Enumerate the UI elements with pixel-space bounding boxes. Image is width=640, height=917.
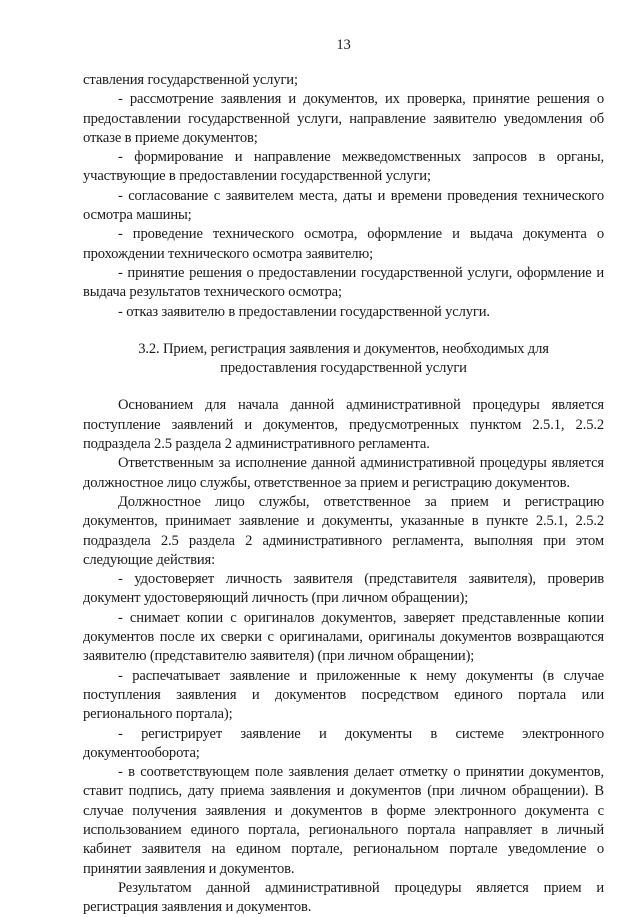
body-paragraph: Основанием для начала данной административной процедуры является поступление заявлений и документов, предусмотренных пунктом 2.5.1, 2.5.2 подраздела 2.5 раздела 2 административного регламента. (83, 397, 604, 453)
body-paragraph: Ответственным за исполнение данной административной процедуры является должностное лицо службы, ответственное за прием и регистрацию документов. (83, 455, 604, 491)
body-paragraph: Результатом данной административной процедуры является прием и регистрация заявления и документов. (83, 879, 604, 916)
list-item: - удостоверяет личность заявителя (представителя заявителя), проверив документ удостоверяющий личность (при личном обращении); (83, 571, 604, 607)
document-page (83, 36, 604, 917)
list-item-continuation: ставления государственной услуги; (83, 72, 298, 88)
list-item: - рассмотрение заявления и документов, их проверка, принятие решения о предоставлении государственной услуги, направление заявителю уведомления об отказе в приеме документов; (83, 91, 604, 146)
list-item: - принятие решения о предоставлении государственной услуги, оформление и выдача результатов технического осмотра; (83, 264, 604, 301)
list-item: - согласование с заявителем места, даты и времени проведения технического осмотра машины; (83, 187, 604, 224)
list-item: - формирование и направление межведомственных запросов в органы, участвующие в предоставлении государственной услуги; (83, 149, 604, 185)
list-item: - снимает копии с оригиналов документов, заверяет представленные копии документов после их сверки с оригиналами, оригиналы документов возвращаются заявителю (представителю заявителя) (при личном обращении); (83, 609, 604, 665)
page-number: 13 (336, 37, 351, 53)
list-item: - отказ заявителю в предоставлении государственной услуги. (118, 303, 490, 320)
list-item: - регистрирует заявление и документы в системе электронного документооборота; (83, 725, 604, 761)
body-paragraph: Должностное лицо службы, ответственное за прием и регистрацию документов, принимает заявление и документы, указанные в пункте 2.5.1, 2.5.2 подраздела 2.5 раздела 2 административного регламента, выполняя при этом следующие действия: (83, 493, 604, 568)
section-heading: 3.2. Прием, регистрация заявления и документов, необходимых для предоставления государственной услуги (138, 340, 549, 377)
list-item: - проведение технического осмотра, оформление и выдача документа о прохождении технического осмотра заявителю; (83, 226, 604, 262)
action-list (83, 71, 604, 322)
list-item: - распечатывает заявление и приложенные к нему документы (в случае поступления заявления и документов посредством единого портала или регионального портала); (83, 667, 604, 723)
section-body (83, 396, 604, 917)
list-item: - в соответствующем поле заявления делает отметку о принятии документов, ставит подпись, дату приема заявления и документов (при личном обращении). В случае получения заявления и документов в форме электронного документа с использованием единого портала, регионального портала направляет в личный кабинет заявителя на едином портале, региональном портале уведомление о принятии заявления и документов. (83, 764, 604, 877)
